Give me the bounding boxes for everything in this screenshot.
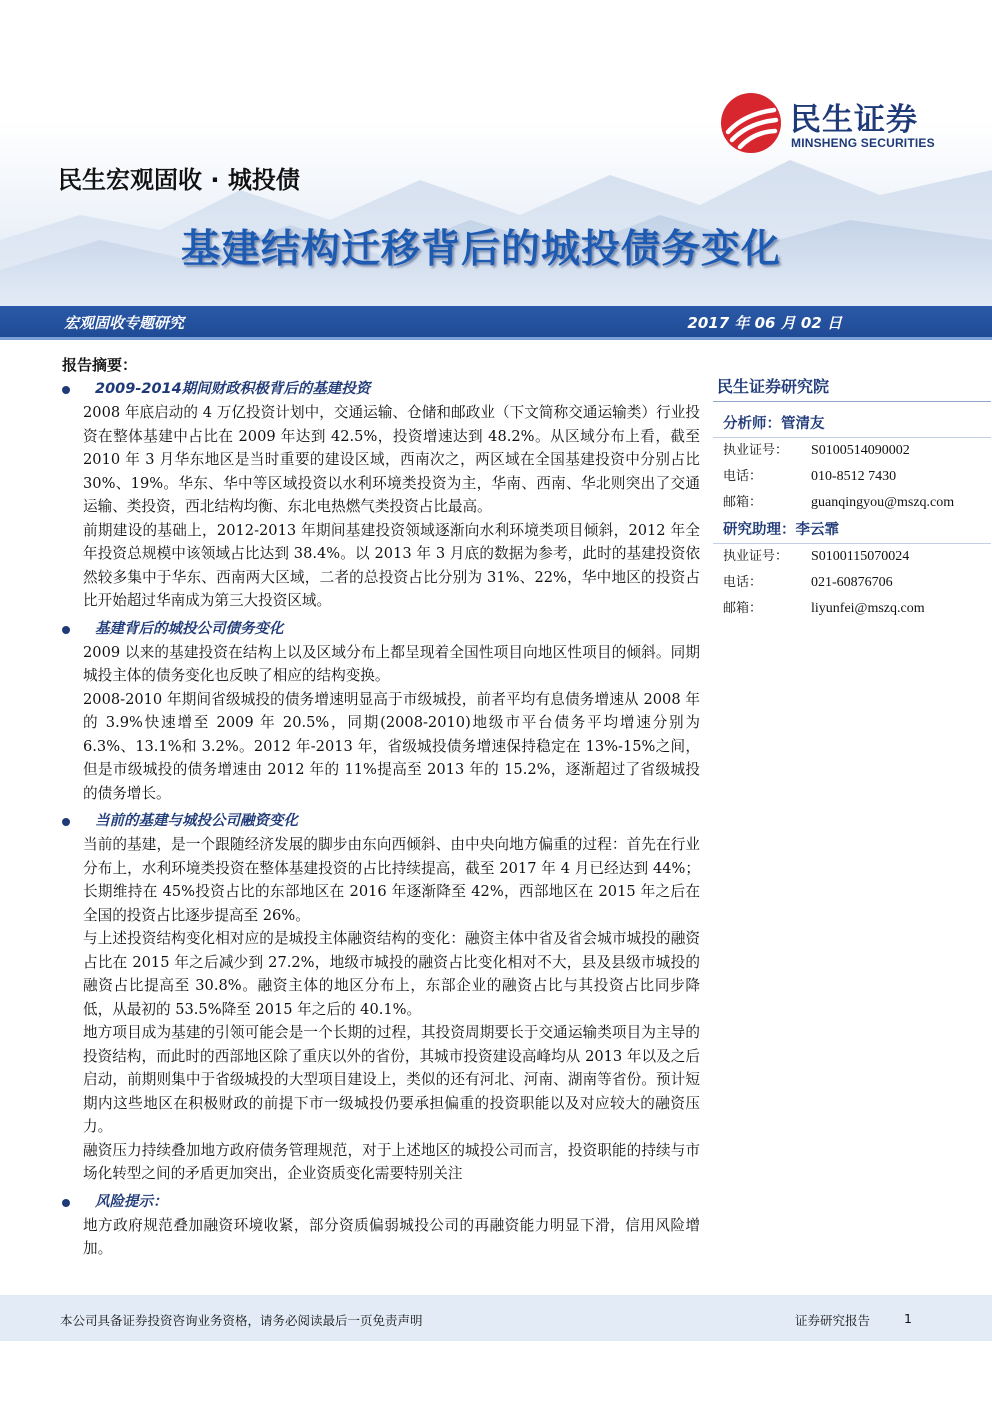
info-label: 电话： [723, 575, 763, 590]
section-heading-2 [60, 617, 700, 641]
section-heading-risk [60, 1190, 700, 1214]
section-heading-text: 当前的基建与城投公司融资变化 [95, 813, 298, 829]
info-label: 执业证号： [723, 443, 789, 458]
analyst-heading: 分析师：管清友 [713, 410, 991, 438]
author-sidebar [713, 372, 991, 622]
paragraph: 2008 年底启动的 4 万亿投资计划中，交通运输、仓储和邮政业（下文简称交通运输类）行业投资在整体基建中占比在 2009 年达到 42.5%，投资增速达到 48.2%。从区域分布上看，截至 2010 年 3 月华东地区是当时重要的建设区域，西南次之，两区域在全国基建投资中分别占比 30%、19%。华东、华中等区域投资以水利环境类投资为主，华南、西南、华北则突出了交通运输、类投资，西北结构均衡、东北电热燃气类投资占比最高。 [83, 404, 700, 515]
bullet-icon [62, 818, 70, 826]
section-heading-text: 2009-2014期间财政积极背后的基建投资 [95, 381, 371, 397]
assistant-phone-row [713, 570, 991, 596]
info-value: 021-60876706 [811, 575, 893, 590]
paragraph: 与上述投资结构变化相对应的是城投主体融资结构的变化：融资主体中省及省会城市城投的融资占比在 2015 年之后减少到 27.2%，地级市城投的融资占比变化相对不大，县及县级市城投的融资占比提高至 30.8%。融资主体的地区分布上，东部企业的融资占比与其投资占比同步降低，从最初的 53.5%降至 2015 年之后的 40.1%。 [83, 930, 700, 1018]
bullet-icon [62, 1199, 70, 1207]
assistant-license-row [713, 544, 991, 570]
info-label: 邮箱： [723, 601, 763, 616]
paragraph: 地方政府规范叠加融资环境收紧，部分资质偏弱城投公司的再融资能力明显下滑，信用风险增加。 [83, 1216, 700, 1257]
info-value: S0100514090002 [811, 443, 910, 458]
section-heading-text: 基建背后的城投公司债务变化 [95, 620, 284, 637]
report-date: 2017 年 06 月 02 日 [687, 314, 842, 332]
paragraph: 前期建设的基础上，2012-2013 年期间基建投资领域逐渐向水利环境类项目倾斜，2012 年全年投资总规模中该领域占比达到 38.4%。以 2013 年 3 月底的数据为参考，此时的基建投资依然较多集中于华东、西南两大区域，二者的总投资占比分别为 31%、22%，华中地区的投资占比开始超过华南成为第三大投资区域。 [83, 521, 700, 609]
report-category: 宏观固收专题研究 [64, 314, 185, 332]
info-label: 执业证号： [723, 549, 789, 564]
assistant-heading: 研究助理：李云霏 [713, 516, 991, 544]
minsheng-logo [720, 92, 960, 158]
logo-text-en: MINSHENG SECURITIES [791, 136, 935, 150]
page-footer [0, 1295, 992, 1341]
info-label: 电话： [723, 469, 763, 484]
section-heading-1 [60, 377, 700, 401]
section-heading-text: 风险提示： [95, 1193, 168, 1210]
report-header [0, 0, 992, 306]
assistant-email-row [713, 596, 991, 622]
info-value: S0100115070024 [811, 549, 910, 564]
report-type-bar [0, 306, 992, 340]
info-value: 010-8512 7430 [811, 469, 897, 484]
paragraph: 2008-2010 年期间省级城投的债务增速明显高于市级城投，前者平均有息债务增速从 2008 年的 3.9%快速增至 2009 年 20.5%，同期(2008-2010)地级市平台债务平均增速分别为 6.3%、13.1%和 3.2%。2012 年-2013 年，省级城投债务增速保持稳定在 13%-15%之间，但是市级城投的债务增速由 2012 年的 11%提高至 2013 年的 15.2%，逐渐超过了省级城投的债务增长。 [83, 690, 700, 802]
bullet-icon [62, 386, 70, 394]
series-title: 民生宏观固收 · 城投债 [58, 166, 300, 194]
analyst-license-row [713, 438, 991, 464]
logo-text-cn: 民生证券 [790, 102, 918, 138]
minsheng-logo-icon [720, 92, 782, 154]
analyst-email-row [713, 490, 991, 516]
bullet-icon [62, 626, 70, 634]
paragraph: 2009 以来的基建投资在结构上以及区域分布上都呈现着全国性项目向地区性项目的倾斜。同期城投主体的债务变化也反映了相应的结构变换。 [83, 643, 700, 684]
analyst-phone-row [713, 464, 991, 490]
institute-name: 民生证券研究院 [713, 372, 991, 402]
abstract-title: 报告摘要： [62, 356, 138, 374]
assistant-email-link[interactable]: liyunfei@mszq.com [811, 601, 925, 616]
abstract-section [60, 354, 700, 1261]
info-label: 邮箱： [723, 495, 763, 510]
page-number: 1 [904, 1311, 912, 1326]
footer-disclaimer: 本公司具备证券投资咨询业务资格，请务必阅读最后一页免责声明 [60, 1313, 423, 1328]
analyst-email-link[interactable]: guanqingyou@mszq.com [811, 495, 955, 510]
paragraph: 融资压力持续叠加地方政府债务管理规范，对于上述地区的城投公司而言，投资职能的持续与市场化转型之间的矛盾更加突出，企业资质变化需要特别关注 [83, 1141, 700, 1182]
report-title: 基建结构迁移背后的城投债务变化 [180, 227, 781, 272]
paragraph: 当前的基建，是一个跟随经济发展的脚步由东向西倾斜、由中央向地方偏重的过程：首先在行业分布上，水利环境类投资在整体基建投资的占比持续提高，截至 2017 年 4 月已经达到 44%；长期维持在 45%投资占比的东部地区在 2016 年逐渐降至 42%，西部地区在 2015 年之后在全国的投资占比逐步提高至 26%。 [83, 836, 700, 924]
section-heading-3 [60, 809, 700, 833]
paragraph: 地方项目成为基建的引领可能会是一个长期的过程，其投资周期要长于交通运输类项目为主导的投资结构，而此时的西部地区除了重庆以外的省份，其城市投资建设高峰均从 2013 年以及之后启动，前期则集中于省级城投的大型项目建设上，类似的还有河北、河南、湖南等省份。预计短期内这些地区在积极财政的前提下市一级城投仍要承担偏重的投资职能以及对应较大的融资压力。 [83, 1024, 700, 1135]
footer-report-type: 证券研究报告 [795, 1313, 871, 1328]
